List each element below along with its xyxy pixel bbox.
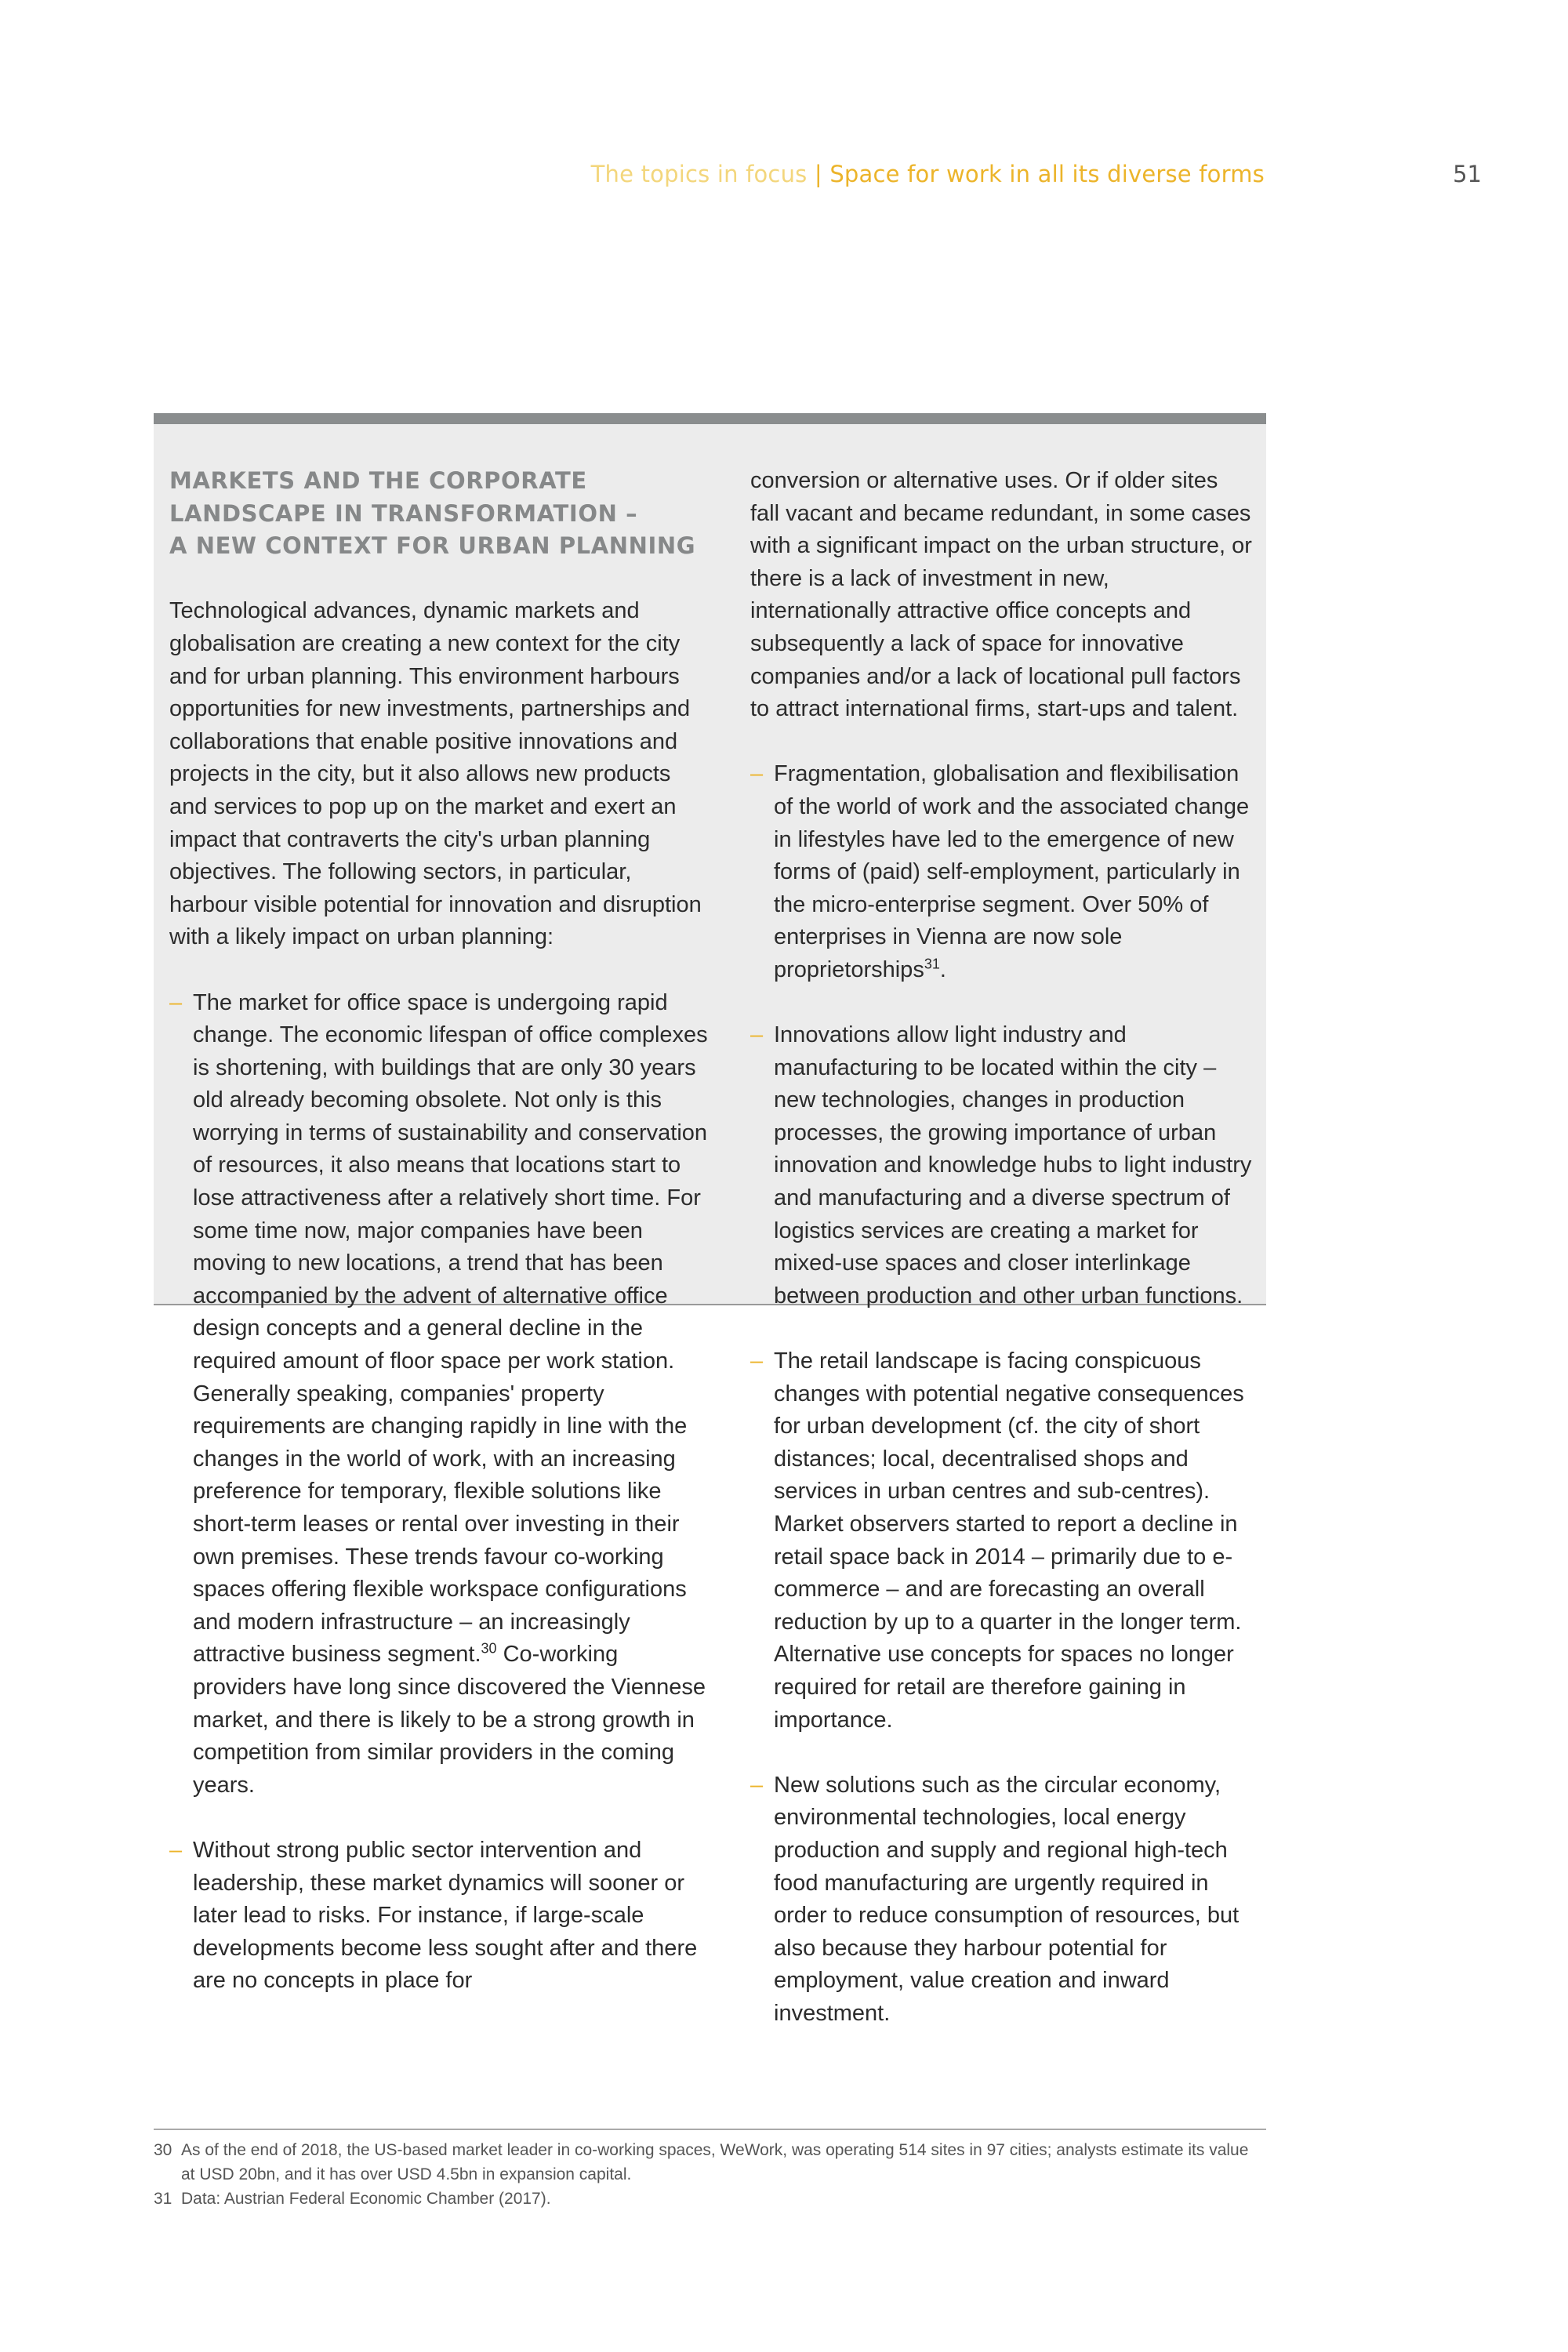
bullet-text: Without strong public sector intervention and leadership, these market dynamics will sooner or later lead to risks. For instance, if large-scale developments become less sought after and there are no concepts in place for [193,1837,698,1994]
footnotes [154,2129,1266,2211]
bullet-text: Fragmentation, globalisation and flexibilisation of the world of work and the associated change in lifestyles have led to the emergence of new forms of (paid) self-employment, particularly in the micro-enterprise segment. Over 50% of enterprises in Vienna are now sole proprietorships [774,761,1250,982]
header-section: The topics in focus [590,161,808,187]
info-box [154,413,1266,2026]
bullet-text: Innovations allow light industry and manufacturing to be located within the city – new technologies, changes in production processes, the growing importance of urban innovation and knowledge hubs to light industry and manufacturing and a diverse spectrum of logistics services are creating a market for mixed-use spaces and closer interlinkage between production and other urban functions. [774,1022,1252,1308]
box-heading-line: LANDSCAPE IN TRANSFORMATION – [169,499,638,527]
footnote-number: 31 [154,2190,172,2208]
bullet-fragmentation [750,758,1252,986]
box-intro-paragraph: Technological advances, dynamic markets and globalisation are creating a new context for the city and for urban planning. This environment harbours opportunities for new investments, partnerships and collaborations that enable positive innovations and projects in the city, but it also allows new products and services to pop up on the market and exert an impact that contraverts the city's urban planning objectives. The following sectors, in particular, harbour visible potential for innovation and disruption with a likely impact on urban planning: [169,598,702,950]
box-heading [169,465,710,563]
header-separator: | [814,161,822,187]
bullet-retail [750,1345,1252,1737]
page-number: 51 [1453,161,1482,187]
bullet-office-market [169,987,710,1802]
box-heading-line: MARKETS AND THE CORPORATE [169,467,587,494]
bullet-dash: – [750,1772,764,1798]
header-topic: Space for work in all its diverse forms [829,161,1265,187]
bullet-text: New solutions such as the circular economy, environmental technologies, local energy production and supply and regional high-tech food manufacturing are urgently required in order to reduce consumption of resources, but also because they harbour potential for employment, value creation and inward investment. [774,1772,1240,2026]
bullet-new-solutions [750,1769,1252,2031]
footnote-31 [154,2187,1266,2211]
bullet-dash: – [750,1348,764,1374]
box-column-left [169,465,710,1998]
footnote-ref: 30 [481,1640,497,1657]
bullet-dash: – [750,1022,764,1048]
bullet-text: The retail landscape is facing conspicuous changes with potential negative consequences for urban development (cf. the city of short distances; local, decentralised shops and services in urban centres and sub-centres). Market observers started to report a decline in retail space back in 2014 – primarily due to e-commerce – and are forecasting an overall reduction by up to a quarter in the longer term. Alternative use concepts for spaces no longer required for retail are therefore gaining in importance. [774,1348,1244,1733]
bullet-dash: – [750,761,764,787]
bullet-public-sector [169,1835,710,1998]
footnote-text: As of the end of 2018, the US-based market leader in co-working spaces, WeWork, was operating 514 sites in 97 cities; analysts estimate its value at USD 20bn, and it has over USD 4.5bn in expansion capital. [181,2141,1249,2183]
footnote-text: Data: Austrian Federal Economic Chamber (2017). [181,2190,551,2208]
footnote-number: 30 [154,2141,172,2159]
bullet-dash: – [169,1837,183,1863]
footnote-ref: 31 [924,956,940,972]
box-column-right [750,465,1252,2031]
bullet-continuation: conversion or alternative uses. Or if older sites fall vacant and became redundant, in some cases with a significant impact on the urban structure, or there is a lack of investment in new, internationally attractive office concepts and subsequently a lack of space for innovative companies and/or a lack of locational pull factors to attract international firms, start-ups and talent. [750,468,1252,722]
bullet-text-after: . [939,956,946,982]
bullet-dash: – [169,989,183,1015]
bullet-text: The market for office space is undergoing rapid change. The economic lifespan of office complexes is shortening, with buildings that are only 30 years old already becoming obsolete. Not only is this worrying in terms of sustainability and conservation of resources, it also means that locations start to lose attractiveness after a relatively short time. For some time now, major companies have been moving to new locations, a trend that has been accompanied by the advent of alternative office design concepts and a general decline in the required amount of floor space per work station. Generally speaking, companies' property requirements are changing rapidly in line with the changes in the world of work, with an increasing preference for temporary, flexible solutions like short-term leases or rental over investing in their own premises. These trends favour co-working spaces offering flexible workspace configurations and modern infrastructure – an increasingly attractive business segment. [193,989,708,1668]
box-heading-line: A NEW CONTEXT FOR URBAN PLANNING [169,532,696,560]
bullet-text-after: Co-working providers have long since discovered the Viennese market, and there is likely to be a strong growth in competition from similar providers in the coming years. [193,1642,706,1798]
bullet-light-industry [750,1019,1252,1312]
footnote-30 [154,2138,1266,2187]
running-header [0,161,1265,187]
